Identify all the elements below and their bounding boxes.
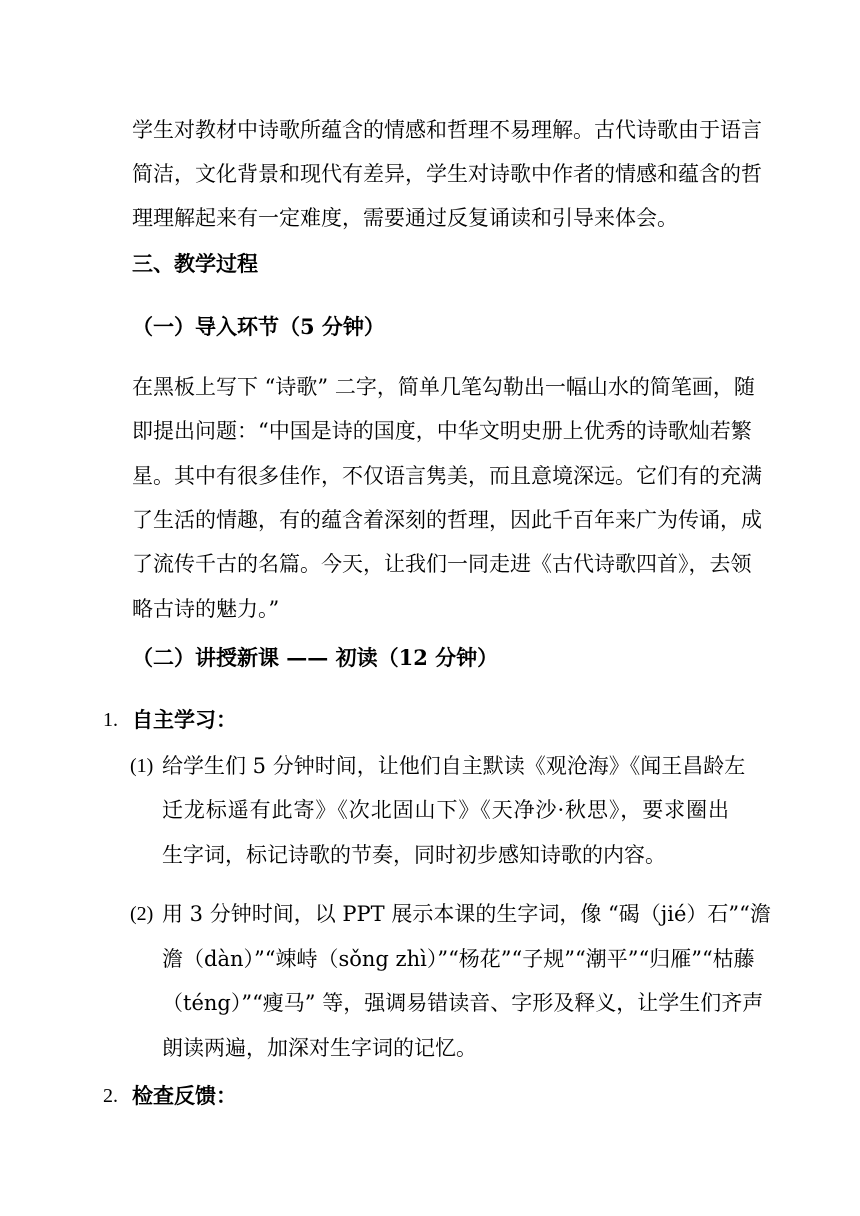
item1-sub2-line-1: 用 3 分钟时间，以 PPT 展示本课的生字词，像 “碣（jié）石”“澹 [162, 902, 771, 926]
step1-paragraph-line-1: 在黑板上写下 “诗歌” 二字，简单几笔勾勒出一幅山水的简笔画，随 [132, 375, 755, 399]
item1-sub2-line-2: 澹（dàn）”“竦峙（sǒng zhì）”“杨花”“子规”“潮平”“归雁”“枯藤 [162, 947, 755, 971]
step1-paragraph-line-4: 了生活的情趣，有的蕴含着深刻的哲理，因此千百年来广为传诵，成 [132, 508, 762, 532]
step1-paragraph-line-3: 星。其中有很多佳作，不仅语言隽美，而且意境深远。它们有的充满 [132, 464, 762, 488]
item1-sub1-line-1: 给学生们 5 分钟时间，让他们自主默读《观沧海》《闻王昌龄左 [162, 754, 746, 778]
item1-sub1-line-2: 迁龙标遥有此寄》《次北固山下》《天净沙·秋思》，要求圈出 [162, 798, 729, 822]
step1-paragraph-line-2: 即提出问题：“中国是诗的国度，中华文明史册上优秀的诗歌灿若繁 [132, 419, 752, 443]
item1-title: 自主学习： [132, 707, 237, 732]
item2-title: 检查反馈： [132, 1083, 237, 1108]
step1-heading: （一）导入环节（5 分钟） [132, 314, 385, 339]
step2-heading: （二）讲授新课 —— 初读（12 分钟） [132, 645, 499, 670]
intro-paragraph-line-2: 简洁，文化背景和现代有差异，学生对诗歌中作者的情感和蕴含的哲 [132, 162, 762, 186]
item1-sub2-line-3: （téng）”“瘦马” 等，强调易错读音、字形及释义，让学生们齐声 [162, 991, 764, 1015]
intro-paragraph-line-3: 理理解起来有一定难度，需要通过反复诵读和引导来体会。 [132, 206, 678, 230]
section-heading-teaching-process: 三、教学过程 [132, 251, 258, 276]
intro-paragraph-line-1: 学生对教材中诗歌所蕴含的情感和哲理不易理解。古代诗歌由于语言 [132, 118, 762, 142]
step1-paragraph-line-5: 了流传千古的名篇。今天，让我们一同走进《古代诗歌四首》，去领 [132, 552, 752, 576]
item1-number: 1. [103, 709, 118, 731]
item1-sub2-number: (2) [130, 903, 154, 925]
item1-sub1-number: (1) [130, 755, 154, 777]
item1-sub2-line-4: 朗读两遍，加深对生字词的记忆。 [162, 1036, 477, 1060]
item2-number: 2. [103, 1085, 118, 1107]
item1-sub1-line-3: 生字词，标记诗歌的节奏，同时初步感知诗歌的内容。 [162, 843, 666, 867]
step1-paragraph-line-6: 略古诗的魅力。” [132, 597, 280, 621]
